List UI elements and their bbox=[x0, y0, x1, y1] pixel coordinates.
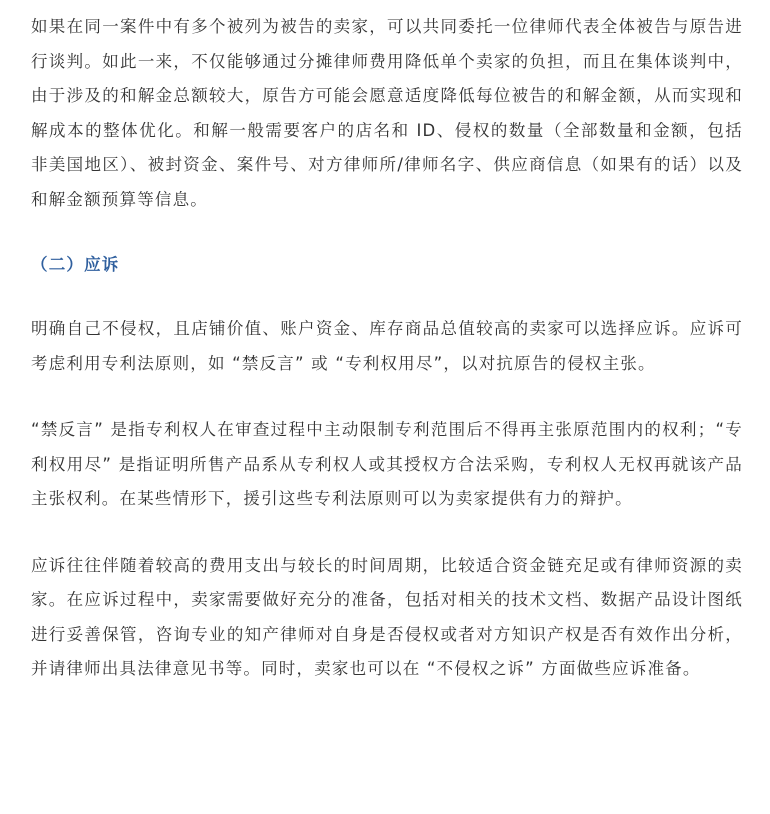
paragraph-settlement: 如果在同一案件中有多个被列为被告的卖家，可以共同委托一位律师代表全体被告与原告进行谈判。如此一来，不仅能够通过分摊律师费用降低单个卖家的负担，而且在集体谈判中，由于涉及的和解金总额较大，原告方可能会愿意适度降低每位被告的和解金额，从而实现和解成本的整体优化。和解一般需要客户的店名和 ID、侵权的数量（全部数量和金额，包括非美国地区）、被封资金、案件号、对方律师所/律师名字、供应商信息（如果有的话）以及和解金额预算等信息。 bbox=[31, 17, 743, 209]
section-heading-respond: （二）应诉 bbox=[31, 255, 120, 274]
paragraph-respond-cost: 应诉往往伴随着较高的费用支出与较长的时间周期，比较适合资金链充足或有律师资源的卖家。在应诉过程中，卖家需要做好充分的准备，包括对相关的技术文档、数据产品设计图纸进行妥善保管，咨询专业的知产律师对自身是否侵权或者对方知识产权是否有效作出分析，并请律师出具法律意见书等。同时，卖家也可以在 “不侵权之诉” 方面做些应诉准备。 bbox=[31, 555, 743, 678]
paragraph-estoppel-exhaustion: “禁反言” 是指专利权人在审查过程中主动限制专利范围后不得再主张原范围内的权利；“专利权用尽” 是指证明所售产品系从专利权人或其授权方合法采购，专利权人无权再就该产品主张权利。在某些情形下，援引这些专利法原则可以为卖家提供有力的辩护。 bbox=[31, 420, 743, 508]
paragraph-respond-intro: 明确自己不侵权，且店铺价值、账户资金、库存商品总值较高的卖家可以选择应诉。应诉可考虑利用专利法原则，如 “禁反言” 或 “专利权用尽”，以对抗原告的侵权主张。 bbox=[31, 319, 743, 373]
article-body bbox=[31, 10, 743, 687]
